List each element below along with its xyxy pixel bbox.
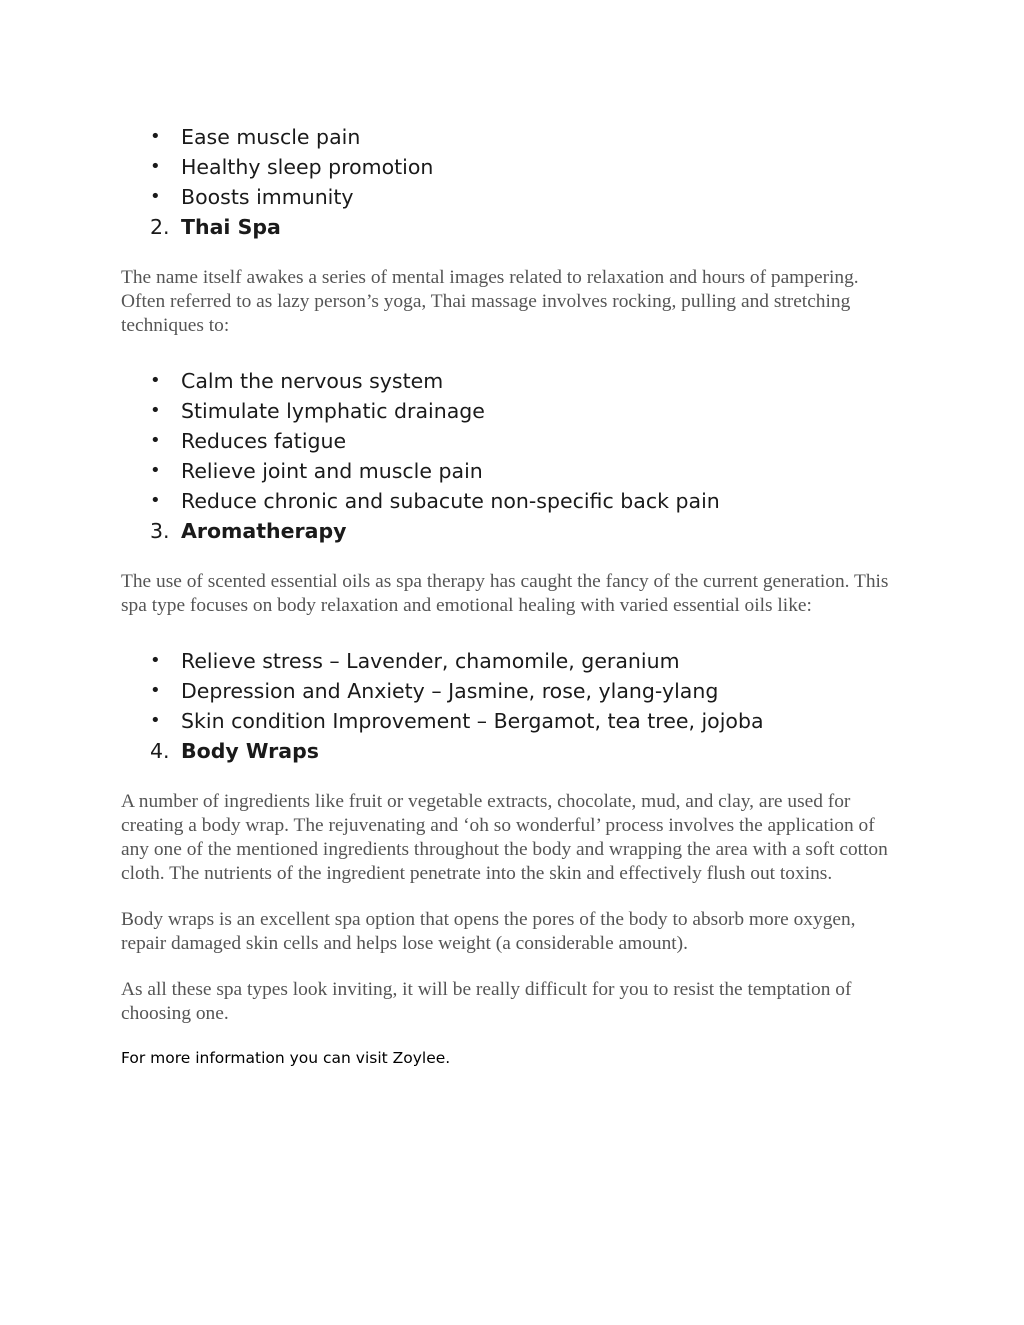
bullet-icon: • [150, 710, 161, 731]
heading-aromatherapy: 3. Aromatherapy [150, 519, 347, 543]
bullet-icon: • [150, 430, 161, 451]
list-item: • Skin condition Improvement – Bergamot, tea tree, jojoba [121, 706, 894, 736]
bullet-icon: • [150, 400, 161, 421]
list-item: • Calm the nervous system [121, 366, 894, 396]
heading-body-wraps: 4. Body Wraps [150, 739, 319, 763]
bullet-icon: • [150, 126, 161, 147]
body-wraps-paragraph-3: As all these spa types look inviting, it will be really difficult for you to resist the temptation of choosing one. [121, 979, 852, 1024]
list-item: • Relieve stress – Lavender, chamomile, geranium [121, 646, 894, 676]
bullet-icon: • [150, 490, 161, 511]
body-wraps-paragraph-2: Body wraps is an excellent spa option that opens the pores of the body to absorb more oxygen, repair damaged skin cells and helps lose weight (a considerable amount). [121, 909, 856, 954]
heading-thai-spa: 2. Thai Spa [150, 215, 281, 239]
thai-spa-paragraph: The name itself awakes a series of mental images related to relaxation and hours of pampering. Often referred to as lazy person’s yoga, Thai massage involves rocking, pulling and stretching techniques to: [121, 267, 859, 336]
bullet-icon: • [150, 650, 161, 671]
list-item: • Stimulate lymphatic drainage [121, 396, 894, 426]
bullet-icon: • [150, 370, 161, 391]
benefits-list-3 [121, 646, 894, 736]
bullet-icon: • [150, 680, 161, 701]
list-item: • Reduce chronic and subacute non-specific back pain [121, 486, 894, 516]
body-wraps-paragraph-1: A number of ingredients like fruit or vegetable extracts, chocolate, mud, and clay, are used for creating a body wrap. The rejuvenating and ‘oh so wonderful’ process involves the application of any one of the mentioned ingredients throughout the body and wrapping the area with a soft cotton cloth. The nutrients of the ingredient penetrate into the skin and effectively flush out toxins. [121, 791, 888, 884]
bullet-icon: • [150, 156, 161, 177]
bullet-icon: • [150, 460, 161, 481]
list-item: • Ease muscle pain [121, 122, 894, 152]
benefits-list-2 [121, 366, 894, 516]
list-item: • Boosts immunity [121, 182, 894, 212]
aromatherapy-paragraph: The use of scented essential oils as spa therapy has caught the fancy of the current generation. This spa type focuses on body relaxation and emotional healing with varied essential oils like: [121, 571, 889, 616]
bullet-icon: • [150, 186, 161, 207]
benefits-list-1 [121, 122, 894, 212]
list-item: • Reduces fatigue [121, 426, 894, 456]
list-item: • Healthy sleep promotion [121, 152, 894, 182]
list-item: • Relieve joint and muscle pain [121, 456, 894, 486]
list-item: • Depression and Anxiety – Jasmine, rose, ylang-ylang [121, 676, 894, 706]
footer-note: For more information you can visit Zoylee. [121, 1049, 451, 1067]
